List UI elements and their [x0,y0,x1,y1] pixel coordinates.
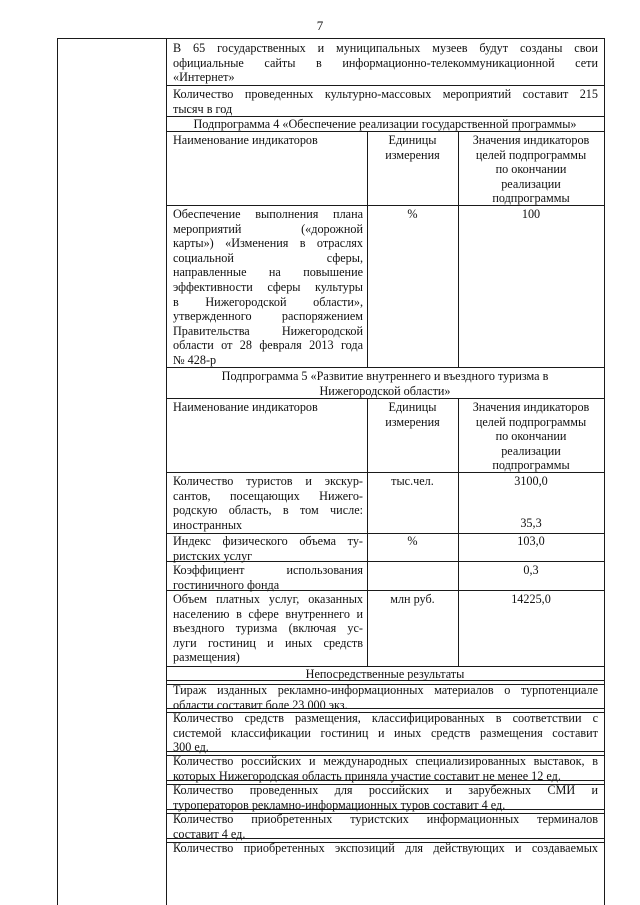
indicator-paid-services-value: 14225,0 [511,592,551,606]
text-line: родскую область, в том числе: [173,503,363,518]
indicator-volume-index-name [173,534,363,563]
result-item [173,711,598,755]
text-line: измерения [385,147,440,162]
header-values [458,133,604,206]
text-line: В 65 государственных и муниципальных музеев будут созданы свои [173,41,598,55]
text-line: мероприятий («дорожной [173,221,363,236]
row-rule [166,85,605,86]
text-line: гостиничного фонда [173,577,280,592]
text-line: 300 ед. [173,740,209,755]
header-indicator-name: Наименование индикаторов [173,400,318,414]
indicator-roadmap-name [173,207,363,368]
indicator-hotel-coefficient-value: 0,3 [523,563,539,577]
text-line: Количество российских и международных специализированных выставок, в [173,754,598,768]
text-line: карты») «Изменения в отраслях [173,236,363,251]
text-line: луги гостиниц и иных средств [173,635,363,650]
text-line: составит 4 ед. [173,826,246,841]
indicator-volume-index-unit: % [407,534,418,548]
text-line: «Интернет» [173,70,235,85]
result-item [173,841,598,856]
text-line: Правительства Нижегородской [173,323,363,338]
text-line: туроператоров рекламно-информационных туров составит 4 ед. [173,797,506,812]
text-line: эффективности сферы культуры [173,279,363,294]
header-values [458,400,604,473]
text-line: официальные сайты в информационно-телекоммуникационной сети [173,55,598,70]
text-line: Количество туристов и экскур- [173,474,363,488]
indicator-tourists-value: 3100,0 [514,474,548,488]
indicator-paid-services-unit: млн руб. [390,592,435,606]
page-number: 7 [316,18,324,33]
text-line: Единицы [388,133,437,147]
text-line: населению в сфере внутреннего и [173,606,363,621]
indicator-paid-services-name [173,592,363,665]
cultural-events-text [173,87,598,116]
text-line: № 428-р [173,352,217,367]
result-item [173,683,598,712]
indicator-hotel-coefficient-name [173,563,363,592]
text-line: области от 28 февраля 2013 года [173,338,363,353]
units-column-divider [367,131,368,367]
text-line: системой классификации гостиниц и иных средств размещения составит [173,725,598,740]
text-line: Значения индикаторов [472,133,590,147]
text-line: Объем платных услуг, оказанных [173,592,363,606]
text-line: утвержденного распоряжением [173,309,363,324]
text-line: реализации [501,176,561,191]
indicator-roadmap-value: 100 [521,207,541,221]
header-units [367,133,458,162]
text-line: измерения [385,414,440,429]
text-line: Тираж изданных рекламно-информационных материалов о турпотенциале [173,683,598,697]
text-line: области составит боле 23 000 экз. [173,697,348,712]
text-line: Единицы [388,400,437,414]
subprogram-4-title: Подпрограмма 4 «Обеспечение реализации государственной программы» [193,117,577,131]
text-line: Количество средств размещения, классифицированных в соответствии с [173,711,598,725]
text-line: подпрограммы [492,191,570,206]
text-line: Количество приобретенных туристских информационных терминалов [173,812,598,826]
indicator-tourists-unit: тыс.чел. [391,474,434,488]
result-item [173,754,598,783]
text-line: Коэффициент использования [173,563,363,577]
museum-websites-text [173,41,598,85]
text-line: Индекс физического объема ту- [173,534,363,548]
units-column-divider [367,398,368,666]
text-line: Количество проведенных культурно-массовых мероприятий составит 215 [173,87,598,101]
text-line: направленные на повышение [173,265,363,280]
text-line: которых Нижегородская область приняла участие составит не менее 12 ед. [173,768,561,783]
table-top-border [57,38,605,39]
text-line: Значения индикаторов [472,400,590,414]
header-units [367,400,458,429]
text-line: социальной сферы, [173,250,363,265]
text-line: Нижегородской области» [319,383,451,398]
result-item [173,812,598,841]
indicator-tourists-foreign-value: 35,3 [520,516,542,530]
text-line: целей подпрограммы [475,147,587,162]
text-line: в Нижегородской области», [173,294,363,309]
text-line: целей подпрограммы [475,414,587,429]
text-line: подпрограммы [492,458,570,473]
text-line: Обеспечение выполнения плана [173,207,363,221]
indicator-volume-index-value: 103,0 [517,534,545,548]
text-line: Подпрограмма 5 «Развитие внутреннего и въездного туризма в [221,369,549,383]
text-line: иностранных [173,517,243,532]
text-line: по окончании [495,162,567,177]
subprogram-5-title [166,369,604,398]
text-line: Количество проведенных для российских и зарубежных СМИ и [173,783,598,797]
indicator-tourists-name [173,474,363,532]
text-line: сантов, посещающих Нижего- [173,488,363,503]
table-left-border [57,38,58,905]
text-line: по окончании [495,429,567,444]
indicator-roadmap-unit: % [407,207,418,221]
text-line: размещения) [173,650,240,665]
text-line: реализации [501,443,561,458]
text-line: въездного туризма (включая ус- [173,621,363,636]
result-item [173,783,598,812]
direct-results-title: Непосредственные результаты [305,667,465,681]
header-indicator-name: Наименование индикаторов [173,133,318,147]
text-line: тысяч в год [173,101,233,116]
text-line: ристских услуг [173,548,253,563]
text-line: Количество приобретенных экспозиций для действующих и создаваемых [173,841,598,855]
